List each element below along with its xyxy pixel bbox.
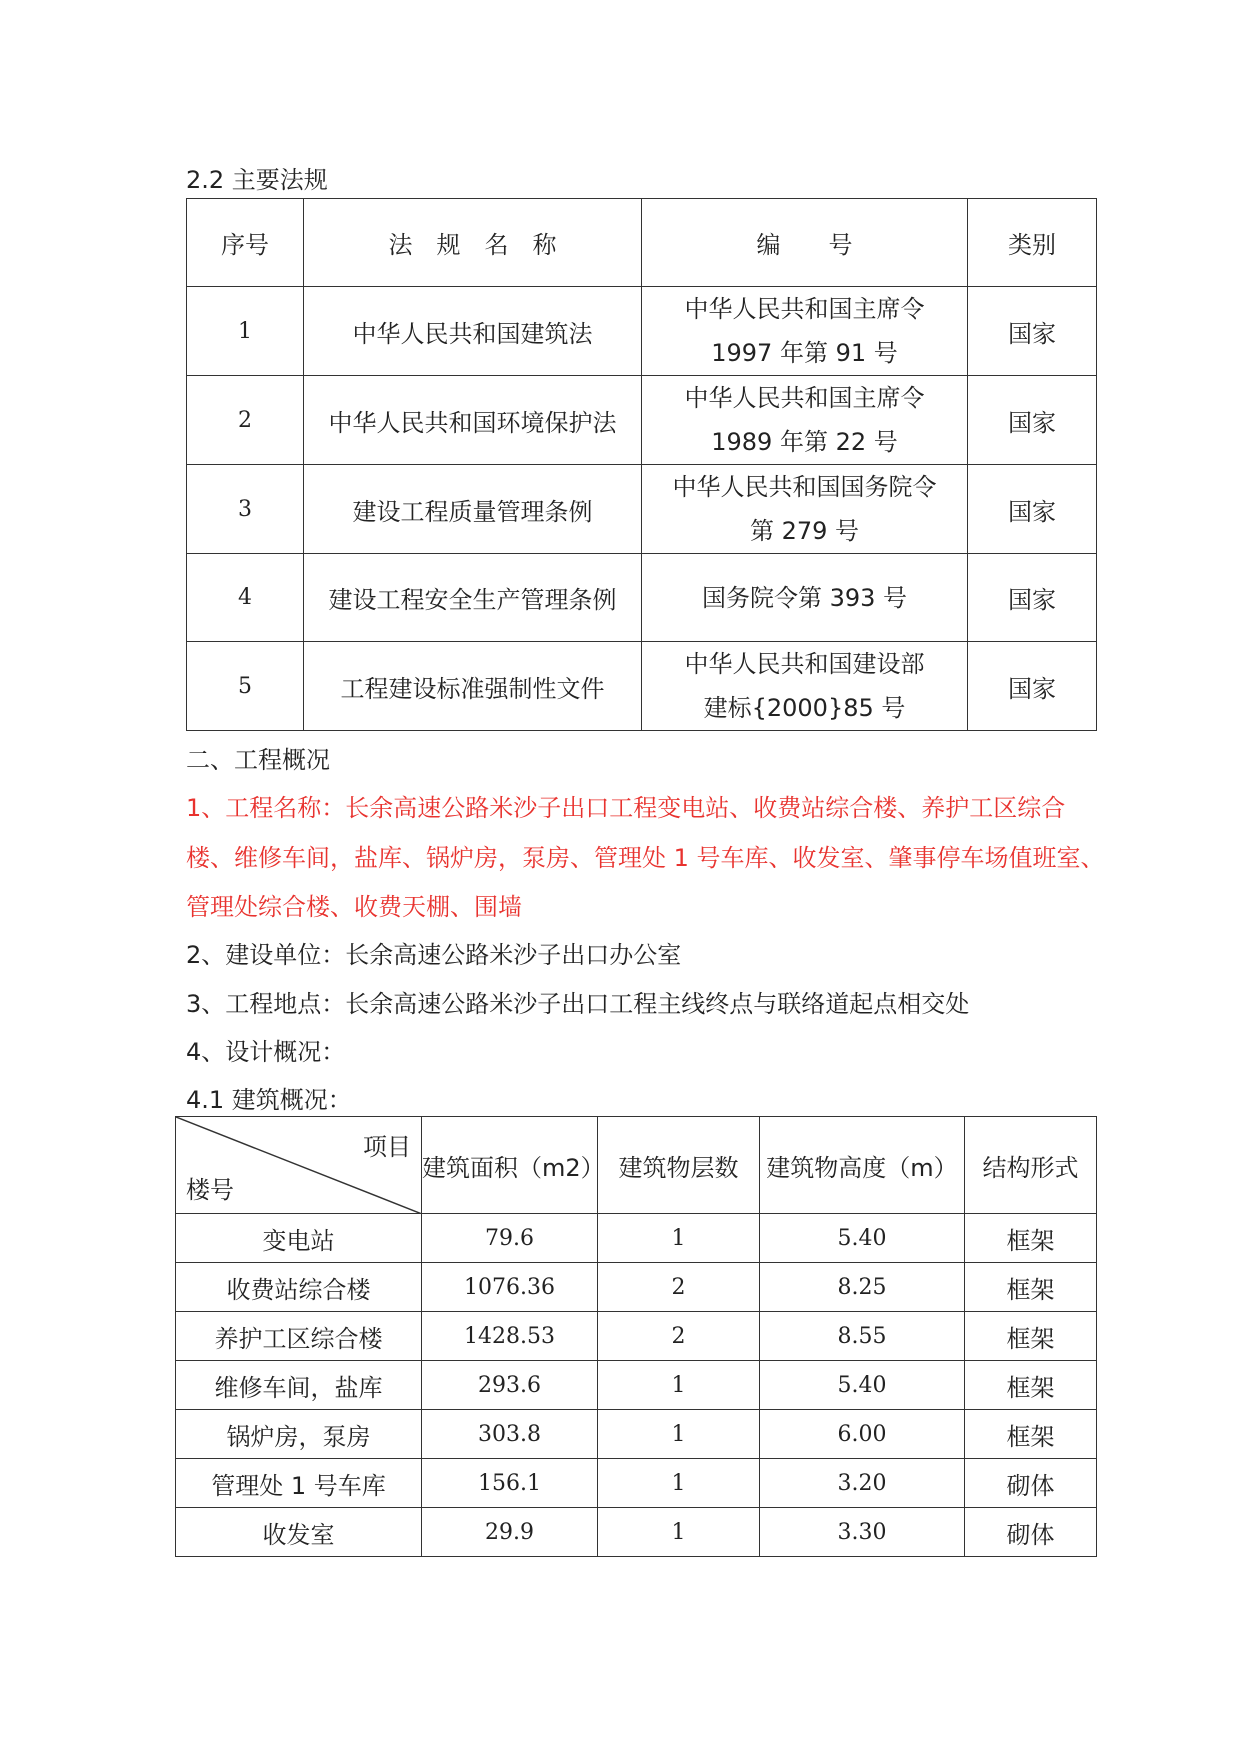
building-floors: 2 (598, 1312, 760, 1361)
law-no: 2 (187, 376, 304, 465)
building-header-row (176, 1117, 1097, 1214)
building-structure: 砌体 (965, 1459, 1097, 1508)
law-type: 国家 (968, 554, 1097, 642)
law-code (642, 376, 968, 465)
building-name: 锅炉房，泵房 (176, 1410, 422, 1459)
building-header-height: 建筑物高度（m） (760, 1117, 965, 1214)
law-code-line: 中华人民共和国建设部 (684, 650, 925, 678)
building-area: 156.1 (422, 1459, 598, 1508)
project-name-line: 1、工程名称：长余高速公路米沙子出口工程变电站、收费站综合楼、养护工区综合 (186, 794, 1066, 822)
law-name: 工程建设标准强制性文件 (304, 642, 642, 731)
building-structure: 砌体 (965, 1508, 1097, 1557)
building-height: 8.55 (760, 1312, 965, 1361)
law-no: 1 (187, 287, 304, 376)
law-code (642, 642, 968, 731)
law-code-line: 第 279 号 (749, 517, 860, 545)
building-name: 收费站综合楼 (176, 1263, 422, 1312)
law-no: 3 (187, 465, 304, 554)
laws-header-type: 类别 (968, 199, 1097, 287)
building-header-floors: 建筑物层数 (598, 1117, 760, 1214)
law-code-line: 建标{2000}85 号 (703, 694, 906, 722)
law-code-line: 中华人民共和国主席令 (684, 295, 925, 323)
building-area: 293.6 (422, 1361, 598, 1410)
building-name: 收发室 (176, 1508, 422, 1557)
building-floors: 1 (598, 1361, 760, 1410)
law-code (642, 554, 968, 642)
building-area: 29.9 (422, 1508, 598, 1557)
building-header-area: 建筑面积（m2） (422, 1117, 598, 1214)
building-floors: 1 (598, 1410, 760, 1459)
corner-header-building: 楼号 (186, 1176, 234, 1204)
corner-header-item: 项目 (363, 1133, 411, 1161)
building-name: 管理处 1 号车库 (176, 1459, 422, 1508)
building-floors: 1 (598, 1508, 760, 1557)
law-no: 4 (187, 554, 304, 642)
building-floors: 1 (598, 1214, 760, 1263)
laws-table (186, 198, 1097, 731)
law-type: 国家 (968, 465, 1097, 554)
law-name: 建设工程安全生产管理条例 (304, 554, 642, 642)
building-height: 5.40 (760, 1361, 965, 1410)
building-name: 维修车间，盐库 (176, 1361, 422, 1410)
laws-header-name: 法 规 名 称 (304, 199, 642, 287)
law-type: 国家 (968, 287, 1097, 376)
table-row (187, 376, 1097, 465)
building-height: 8.25 (760, 1263, 965, 1312)
building-area: 303.8 (422, 1410, 598, 1459)
building-overview-title: 4.1 建筑概况： (186, 1086, 352, 1114)
building-structure: 框架 (965, 1361, 1097, 1410)
project-name-line: 管理处综合楼、收费天棚、围墙 (186, 893, 522, 921)
building-height: 3.30 (760, 1508, 965, 1557)
building-structure: 框架 (965, 1263, 1097, 1312)
building-structure: 框架 (965, 1312, 1097, 1361)
building-header-structure: 结构形式 (965, 1117, 1097, 1214)
project-location: 3、工程地点：长余高速公路米沙子出口工程主线终点与联络道起点相交处 (186, 990, 970, 1018)
building-name: 变电站 (176, 1214, 422, 1263)
building-height: 5.40 (760, 1214, 965, 1263)
law-code-line: 中华人民共和国主席令 (684, 384, 925, 412)
building-area: 79.6 (422, 1214, 598, 1263)
table-row (187, 287, 1097, 376)
law-type: 国家 (968, 642, 1097, 731)
table-row (176, 1263, 1097, 1312)
building-name: 养护工区综合楼 (176, 1312, 422, 1361)
table-row (187, 554, 1097, 642)
table-row (176, 1214, 1097, 1263)
laws-header-code: 编 号 (642, 199, 968, 287)
building-area: 1428.53 (422, 1312, 598, 1361)
law-code-line: 1997 年第 91 号 (711, 339, 898, 367)
law-code (642, 465, 968, 554)
table-row (187, 642, 1097, 731)
law-name: 中华人民共和国环境保护法 (304, 376, 642, 465)
table-row (176, 1361, 1097, 1410)
table-row (176, 1459, 1097, 1508)
law-type: 国家 (968, 376, 1097, 465)
table-row (187, 465, 1097, 554)
law-code-line: 1989 年第 22 号 (711, 428, 898, 456)
table-row (176, 1508, 1097, 1557)
table-row (176, 1410, 1097, 1459)
construction-unit: 2、建设单位：长余高速公路米沙子出口办公室 (186, 941, 682, 969)
building-table (175, 1116, 1097, 1557)
law-code-line: 国务院令第 393 号 (701, 583, 908, 612)
project-name-line: 楼、维修车间，盐库、锅炉房，泵房、管理处 1 号车库、收发室、肇事停车场值班室、 (186, 844, 1105, 872)
building-floors: 2 (598, 1263, 760, 1312)
building-area: 1076.36 (422, 1263, 598, 1312)
building-structure: 框架 (965, 1214, 1097, 1263)
building-height: 3.20 (760, 1459, 965, 1508)
laws-header-no: 序号 (187, 199, 304, 287)
building-floors: 1 (598, 1459, 760, 1508)
section-title-laws: 2.2 主要法规 (186, 166, 328, 194)
corner-header-cell (176, 1117, 422, 1214)
law-no: 5 (187, 642, 304, 731)
building-structure: 框架 (965, 1410, 1097, 1459)
law-name: 中华人民共和国建筑法 (304, 287, 642, 376)
law-name: 建设工程质量管理条例 (304, 465, 642, 554)
table-row (176, 1312, 1097, 1361)
building-height: 6.00 (760, 1410, 965, 1459)
design-overview: 4、设计概况： (186, 1038, 346, 1066)
laws-header-row (187, 199, 1097, 287)
law-code (642, 287, 968, 376)
law-code-line: 中华人民共和国国务院令 (672, 473, 937, 501)
section-title-overview: 二、工程概况 (186, 746, 330, 774)
